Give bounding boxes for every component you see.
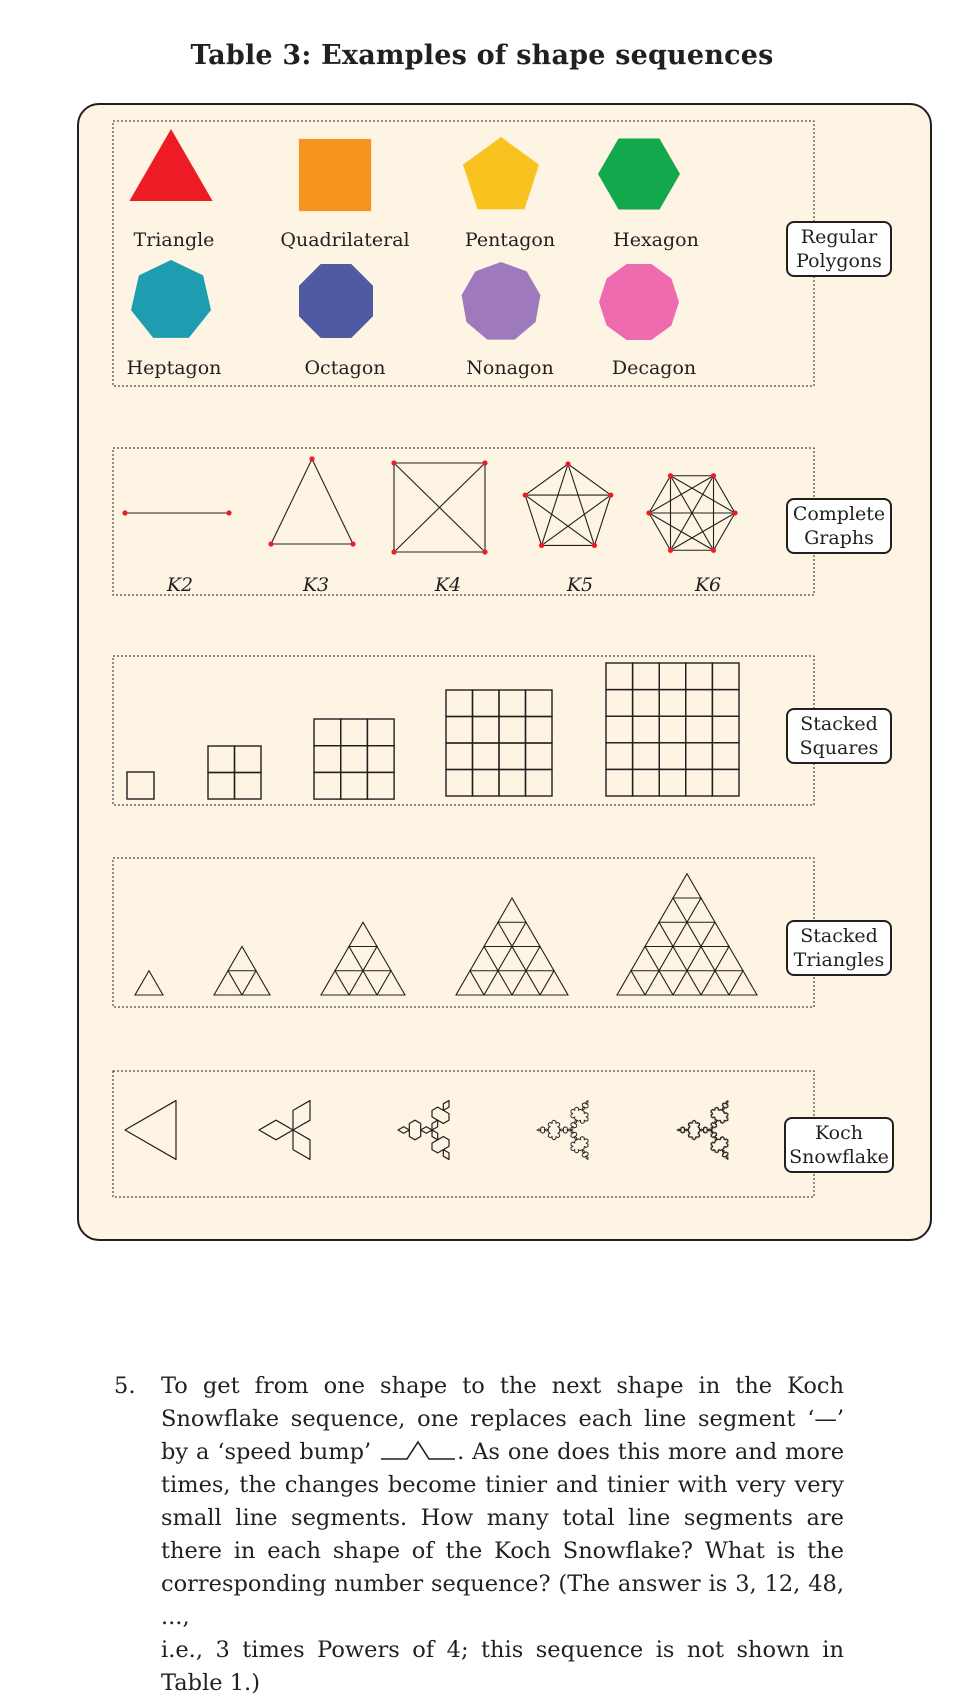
stack-triangle-cell [687, 898, 715, 922]
k5-edge [568, 464, 611, 495]
k2-vertex [226, 510, 231, 515]
stack-square-cell [499, 770, 526, 797]
tag-koch-snowflake: Koch Snowflake [784, 1117, 894, 1173]
k2-vertex [122, 510, 127, 515]
stack-triangle-cell [715, 947, 743, 971]
stack-square-cell [712, 663, 739, 690]
k3-vertex [268, 541, 273, 546]
stack-square-cell [499, 717, 526, 744]
k5-vertex [523, 492, 528, 497]
stack-triangle-cell [135, 971, 163, 995]
row-frame [113, 1071, 814, 1197]
question-line-part: by a ‘speed bump’ [161, 1439, 372, 1465]
stack-triangle-cell [526, 947, 554, 971]
hexagon-shape [598, 139, 680, 210]
k4-vertex [391, 460, 396, 465]
stack-triangle-cell [617, 971, 645, 995]
k6-vertex [711, 548, 716, 553]
k5-edge [542, 464, 568, 545]
stack-square-cell [606, 663, 633, 690]
stack-square-cell [659, 769, 686, 796]
stack-square-cell [499, 743, 526, 770]
row-frame [113, 448, 814, 595]
stack-square-cell [686, 690, 713, 717]
stack-triangle-cell [673, 922, 701, 946]
label-quadrilateral: Quadrilateral [280, 229, 410, 251]
stack-square-cell [659, 716, 686, 743]
stack-square-cell [712, 690, 739, 717]
k4-vertex [482, 549, 487, 554]
k6-vertex [646, 510, 651, 515]
stack-square-cell [633, 663, 660, 690]
k4-vertex [391, 549, 396, 554]
stack-square-cell [633, 690, 660, 717]
k5-vertex [608, 492, 613, 497]
k3-edge [312, 459, 353, 544]
stack-square-cell [446, 770, 473, 797]
k6-vertex [711, 473, 716, 478]
stack-square-cell [606, 743, 633, 770]
stack-square-cell [341, 772, 368, 799]
k5-edge [594, 495, 610, 545]
question-text [161, 1370, 844, 1700]
stack-square-cell [208, 773, 235, 800]
label-heptagon: Heptagon [126, 357, 222, 379]
k5-edge [542, 495, 611, 545]
stack-triangle-cell [540, 971, 568, 995]
stack-square-cell [314, 746, 341, 773]
stack-square-cell [446, 743, 473, 770]
k6-vertex [732, 510, 737, 515]
decagon-shape [599, 264, 679, 340]
stack-triangle-cell [456, 971, 484, 995]
stack-triangle-cell [363, 947, 391, 971]
pentagon-shape [463, 137, 539, 209]
stack-triangle-cell [673, 874, 701, 898]
stack-triangle-cell [335, 947, 363, 971]
question-line: i.e., 3 times Powers of 4; this sequence is not shown in Table 1.) [161, 1637, 844, 1696]
row-frame [113, 656, 814, 805]
k5-edge [525, 495, 541, 545]
stack-triangle-cell [349, 922, 377, 946]
stack-triangle-cell [687, 947, 715, 971]
label-octagon: Octagon [304, 357, 386, 379]
stack-square-cell [473, 743, 500, 770]
stack-triangle-cell [484, 971, 512, 995]
stack-triangle-cell [659, 898, 687, 922]
k5-edge [568, 464, 594, 545]
question-line: small line segments. How many total line segments are [161, 1505, 844, 1531]
stack-triangle-cell [484, 922, 512, 946]
stack-square-cell [367, 746, 394, 773]
stack-square-cell [712, 716, 739, 743]
k5-edge [525, 495, 594, 545]
stack-square-cell [367, 772, 394, 799]
stack-square-cell [633, 769, 660, 796]
stack-triangle-cell [228, 947, 256, 971]
stack-triangle-cell [498, 898, 526, 922]
stack-square-cell [526, 743, 553, 770]
stack-triangle-cell [321, 971, 349, 995]
stack-square-cell [686, 743, 713, 770]
stack-triangle-cell [214, 971, 242, 995]
question-line: times, the changes become tinier and tinier with very very [161, 1472, 844, 1498]
koch-snowflake-shape [537, 1101, 588, 1160]
label-k3: K3 [302, 574, 330, 596]
stack-square-cell [712, 769, 739, 796]
stack-square-cell [526, 690, 553, 717]
nonagon-shape [462, 262, 541, 340]
speed-bump-icon [379, 1439, 457, 1461]
stack-square-cell [446, 690, 473, 717]
label-nonagon: Nonagon [466, 357, 554, 379]
stack-square-cell [208, 746, 235, 773]
stack-triangle-cell [349, 971, 377, 995]
octagon-shape [299, 264, 373, 338]
k5-vertex [592, 543, 597, 548]
stack-square-cell [341, 719, 368, 746]
label-k6: K6 [694, 574, 722, 596]
koch-snowflake-shape [677, 1101, 728, 1160]
stack-square-cell [606, 769, 633, 796]
stack-square-cell [235, 746, 262, 773]
stack-square-cell [659, 663, 686, 690]
k3-vertex [309, 456, 314, 461]
stack-triangle-cell [242, 971, 270, 995]
question-line: there in each shape of the Koch Snowflake? What is the [161, 1538, 844, 1564]
stack-triangle-cell [673, 971, 701, 995]
question-line: Snowflake sequence, one replaces each line segment ‘—’ [161, 1406, 844, 1432]
k6-vertex [668, 473, 673, 478]
stack-square-cell [606, 690, 633, 717]
k5-vertex [565, 461, 570, 466]
stack-square-cell [659, 690, 686, 717]
stack-square-cell [473, 770, 500, 797]
question-line-part: . As one does this more and more [457, 1439, 845, 1465]
stack-square-cell [526, 770, 553, 797]
stack-square-cell [446, 717, 473, 744]
k4-vertex [482, 460, 487, 465]
stack-square-cell [712, 743, 739, 770]
stack-square-cell [686, 663, 713, 690]
stack-triangle-cell [645, 922, 673, 946]
tag-stacked-triangles: Stacked Triangles [786, 920, 892, 976]
stack-square-cell [606, 716, 633, 743]
k5-edge [525, 464, 568, 495]
stack-triangle-cell [645, 971, 673, 995]
stack-square-cell [659, 743, 686, 770]
stack-triangle-cell [701, 971, 729, 995]
stack-square-cell [127, 772, 154, 799]
stack-square-cell [473, 690, 500, 717]
koch-snowflake-shape [259, 1101, 310, 1160]
tag-stacked-squares: Stacked Squares [786, 708, 892, 764]
stack-triangle-cell [729, 971, 757, 995]
stack-square-cell [686, 716, 713, 743]
question-5 [114, 1370, 844, 1700]
stack-square-cell [473, 717, 500, 744]
stack-square-cell [633, 743, 660, 770]
question-number: 5. [114, 1373, 136, 1399]
label-triangle: Triangle [133, 229, 215, 251]
stack-triangle-cell [701, 922, 729, 946]
triangle-shape [129, 129, 212, 201]
row-frame [113, 121, 814, 386]
label-k4: K4 [434, 574, 462, 596]
label-k5: K5 [566, 574, 594, 596]
label-pentagon: Pentagon [464, 229, 556, 251]
stack-square-cell [633, 716, 660, 743]
stack-triangle-cell [470, 947, 498, 971]
stack-triangle-cell [498, 947, 526, 971]
question-line: To get from one shape to the next shape in the Koch [161, 1373, 844, 1399]
stack-triangle-cell [512, 922, 540, 946]
k5-vertex [539, 543, 544, 548]
k3-edge [271, 459, 312, 544]
stack-triangle-cell [659, 947, 687, 971]
question-line-with-bump [161, 1436, 844, 1469]
stack-square-cell [341, 746, 368, 773]
k6-vertex [668, 548, 673, 553]
stack-triangle-cell [512, 971, 540, 995]
stack-square-cell [499, 690, 526, 717]
heptagon-shape [131, 260, 211, 338]
label-k2: K2 [166, 574, 194, 596]
label-hexagon: Hexagon [613, 229, 699, 251]
label-decagon: Decagon [611, 357, 697, 379]
stack-square-cell [686, 769, 713, 796]
k3-vertex [350, 541, 355, 546]
tag-regular-polygons: Regular Polygons [786, 221, 892, 277]
tag-complete-graphs: Complete Graphs [786, 498, 892, 554]
stack-triangle-cell [377, 971, 405, 995]
koch-snowflake-shape [398, 1101, 449, 1160]
question-line: corresponding number sequence? (The answer is 3, 12, 48, ..., [161, 1571, 844, 1630]
stack-square-cell [314, 719, 341, 746]
stack-triangle-cell [631, 947, 659, 971]
quadrilateral-shape [299, 139, 371, 211]
stack-square-cell [526, 717, 553, 744]
koch-snowflake-shape [125, 1101, 176, 1160]
stack-square-cell [314, 772, 341, 799]
stack-square-cell [367, 719, 394, 746]
table-title: Table 3: Examples of shape sequences [190, 40, 774, 71]
stack-square-cell [235, 773, 262, 800]
